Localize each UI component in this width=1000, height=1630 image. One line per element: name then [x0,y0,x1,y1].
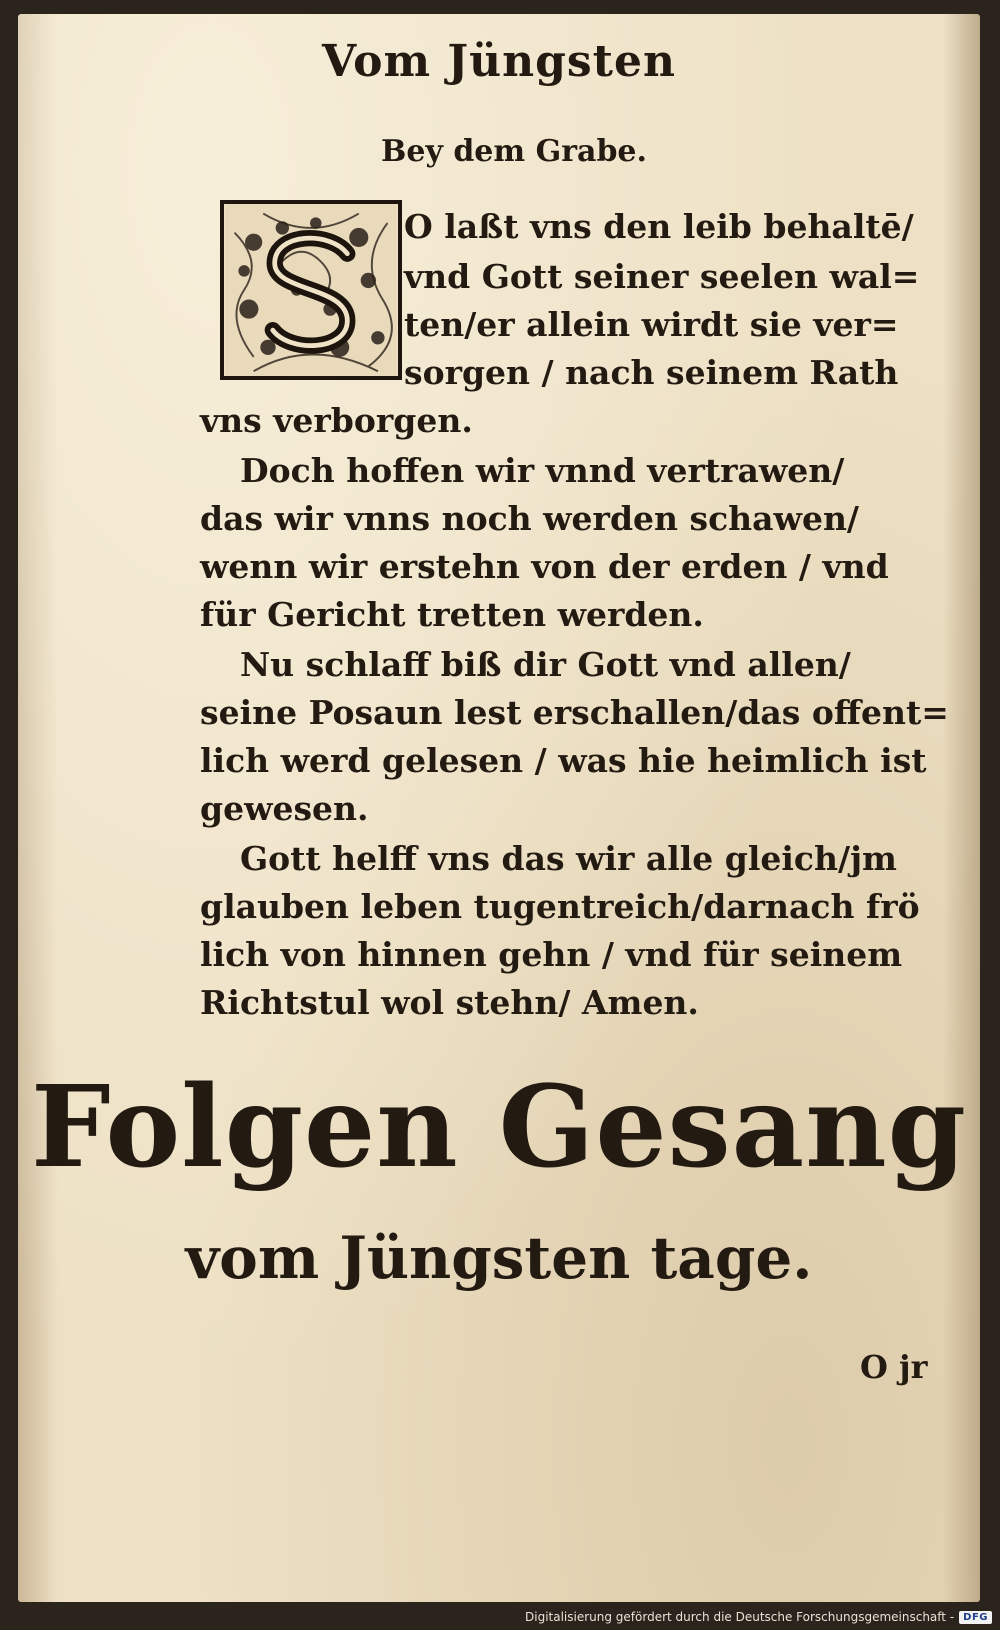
text-line: Nu schlaff biß dir Gott vnd allen/ [240,645,851,684]
section-heading: Folgen Gesang [31,1062,967,1193]
running-header: Vom Jüngsten [322,36,676,87]
text-line: Richtstul wol stehn/ Amen. [200,983,699,1022]
decorated-initial [220,200,402,380]
text-line: gewesen. [200,789,369,828]
text-line: sorgen / nach seinem Rath [404,353,899,392]
digitization-credit [525,1606,992,1628]
section-subtitle: Bey dem Grabe. [381,134,647,169]
text-line: wenn wir erstehn von der erden / vnd [200,547,889,586]
text-line: das wir vnns noch werden schawen/ [200,499,859,538]
credit-text: Digitalisierung gefördert durch die Deutsche Forschungsgemeinschaft - [525,1610,955,1624]
text-line: seine Posaun lest erschallen/das offent= [200,693,949,732]
text-line: lich werd gelesen / was hie heimlich ist [200,741,927,780]
dfg-logo-icon: DFG [959,1611,992,1624]
text-line: lich von hinnen gehn / vnd für seinem [200,935,903,974]
catchword: O jr [860,1348,928,1386]
ornament-illustration [224,204,398,376]
text-line: Doch hoffen wir vnnd vertrawen/ [240,451,845,490]
text-line: Gott helff vns das wir alle gleich/jm [240,839,897,878]
text-line: O laßt vns den leib behaltē/ [404,207,914,246]
book-page [18,14,980,1602]
text-line: vns verborgen. [200,401,473,440]
section-heading-subtitle: vom Jüngsten tage. [185,1224,813,1292]
text-line: ten/er allein wirdt sie ver= [404,305,899,344]
text-line: für Gericht tretten werden. [200,595,704,634]
text-line: glauben leben tugentreich/darnach frö [200,887,920,926]
text-line: vnd Gott seiner seelen wal= [404,257,920,296]
